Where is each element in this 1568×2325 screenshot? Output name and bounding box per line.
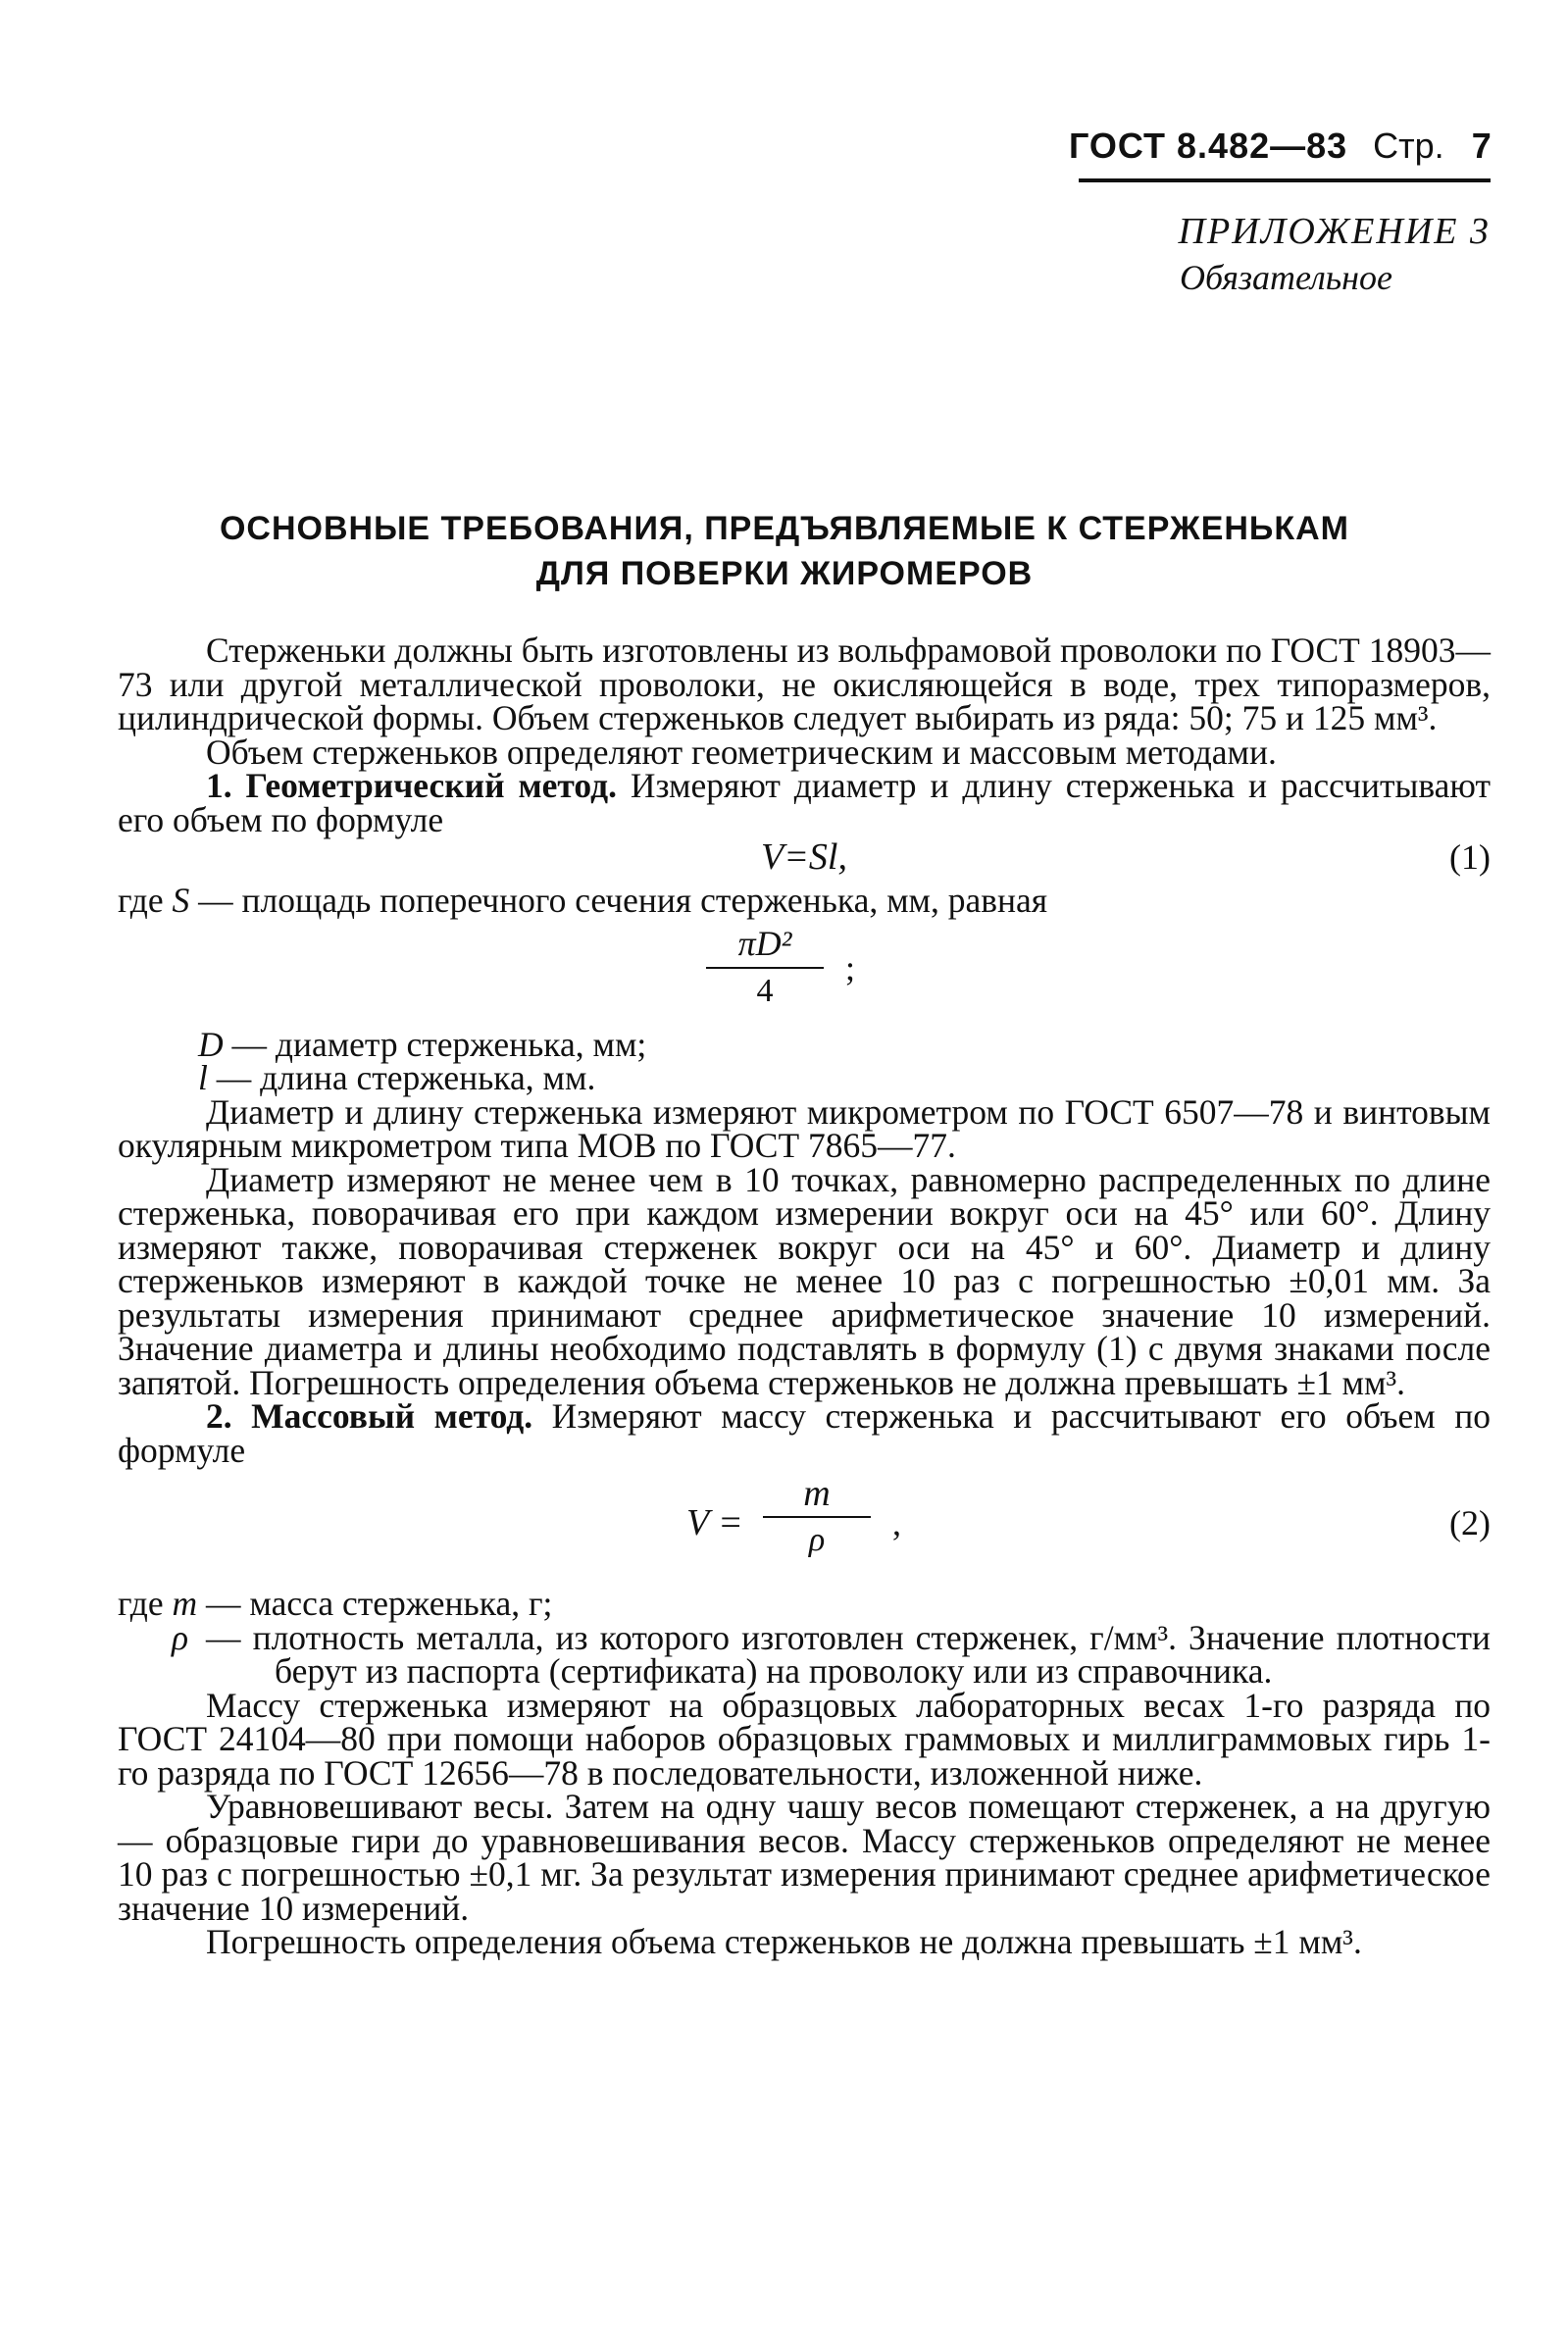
- fraction-numerator: πD²: [737, 923, 792, 963]
- page-header: [1069, 126, 1491, 167]
- fraction-denominator: 4: [756, 972, 774, 1009]
- paragraph-geometric-method: [118, 766, 1491, 839]
- standard-number: ГОСТ 8.482—83: [1069, 126, 1348, 166]
- header-rule: [1079, 178, 1491, 182]
- where-1-prefix: где: [118, 881, 173, 920]
- symbol-l: l: [198, 1058, 208, 1097]
- symbol-rho: ρ: [171, 1617, 188, 1657]
- equation-2-numerator: m: [803, 1473, 831, 1514]
- symbol-d: D: [198, 1024, 224, 1064]
- paragraph-weighing: Массу стерженька измеряют на образцовых лабораторных весах 1-го разряда по ГОСТ 24104—80 при помощи наборов образцовых граммовых и миллиграммовых гирь 1-го разряда по ГОСТ 12656—78 в последовательности, изложенной ниже.: [118, 1685, 1491, 1793]
- where-s-definition: [118, 881, 1491, 920]
- fraction-semicolon: ;: [845, 947, 856, 987]
- definition-d-text: — диаметр стерженька, мм;: [223, 1024, 647, 1064]
- equation-1-number: (1): [1449, 837, 1491, 877]
- paragraph-material: Стерженьки должны быть изготовлены из вольфрамовой проволоки по ГОСТ 18903—73 или другой металлической проволоки, не окисляющейся в воде, трех типоразмеров, цилиндрической формы. Объем стерженьков следует выбирать из ряда: 50; 75 и 125 мм³.: [118, 631, 1491, 737]
- equation-1: [118, 836, 1491, 884]
- page-number: 7: [1471, 126, 1492, 166]
- definition-d: [118, 1024, 1491, 1064]
- paragraph-instruments: Диаметр и длину стерженька измеряют микрометром по ГОСТ 6507—78 и винтовым окулярным микрометром типа МОВ по ГОСТ 7865—77.: [118, 1091, 1491, 1165]
- equation-2-lhs: V =: [686, 1502, 743, 1543]
- section-heading-line-2: ДЛЯ ПОВЕРКИ ЖИРОМЕРОВ: [535, 555, 1034, 592]
- page-label: Стр.: [1373, 126, 1444, 166]
- symbol-s: S: [172, 881, 190, 920]
- where-2-prefix: где: [118, 1584, 173, 1623]
- section-heading-line-1: ОСНОВНЫЕ ТРЕБОВАНИЯ, ПРЕДЪЯВЛЯЕМЫЕ К СТЕРЖЕНЬКАМ: [219, 510, 1349, 547]
- method-2-label: 2. Массовый метод.: [206, 1396, 533, 1436]
- method-1-text: Измеряют диаметр и длину стерженька и рассчитывают его объем по формуле: [118, 766, 1491, 839]
- where-1-text: — площадь поперечного сечения стерженька, мм, равная: [189, 881, 1048, 920]
- symbol-m: m: [172, 1584, 198, 1623]
- paragraph-diameter-measurement: Диаметр измеряют не менее чем в 10 точках, равномерно распределенных по длине стерженька, поворачивая его при каждом измерении вокруг оси на 45° или 60°. Длину измеряют также, поворачивая стерженек вокруг оси на 45° и 60°. Диаметр и длину стерженьков измеряют в каждой точке не менее 10 раз с погрешностью ±0,01 мм. За результаты измерения принимают среднее арифметическое значение 10 измерений. Значение диаметра и длины необходимо подставлять в формулу (1) с двумя знаками после запятой. Погрешность определения объема стерженьков не должна превышать ±1 мм³.: [118, 1159, 1491, 1402]
- where-2-text: — масса стерженька, г;: [197, 1584, 553, 1623]
- equation-2-denominator: ρ: [808, 1522, 826, 1558]
- definition-rho: [118, 1617, 1491, 1691]
- equation-1-formula: V=Sl,: [761, 836, 847, 878]
- where-m-definition: [118, 1584, 1491, 1623]
- definition-l-text: — длина стерженька, мм.: [207, 1058, 596, 1097]
- equation-2-bar: [763, 1516, 871, 1518]
- method-2-text: Измеряют массу стерженька и рассчитывают его объем по формуле: [118, 1396, 1491, 1470]
- equation-2: [118, 1467, 1491, 1587]
- fraction-bar: [706, 967, 824, 969]
- appendix-title: ПРИЛОЖЕНИЕ 3: [1178, 211, 1491, 252]
- appendix-status: Обязательное: [1180, 258, 1392, 297]
- method-1-label: 1. Геометрический метод.: [206, 766, 617, 805]
- paragraph-methods: Объем стерженьков определяют геометрическим и массовым методами.: [206, 732, 1277, 772]
- paragraph-error: Погрешность определения объема стерженьков не должна превышать ±1 мм³.: [206, 1922, 1362, 1961]
- equation-2-comma: ,: [892, 1503, 901, 1542]
- paragraph-mass-method: [118, 1396, 1491, 1470]
- body-text: [118, 633, 1491, 1959]
- definition-l: [118, 1058, 1491, 1097]
- equation-2-number: (2): [1449, 1503, 1491, 1542]
- definition-rho-text: — плотность металла, из которого изготовлен стерженек, г/мм³. Значение плотности берут из паспорта (сертификата) на проволоку или из справочника.: [194, 1617, 1491, 1691]
- paragraph-procedure: Уравновешивают весы. Затем на одну чашу весов помещают стерженек, а на другую — образцовые гири до уравновешивания весов. Массу стерженьков определяют не менее 10 раз с погрешностью ±0,1 мг. За результат измерения принимают среднее арифметическое значение 10 измерений.: [118, 1787, 1491, 1928]
- area-fraction: [118, 918, 1491, 1028]
